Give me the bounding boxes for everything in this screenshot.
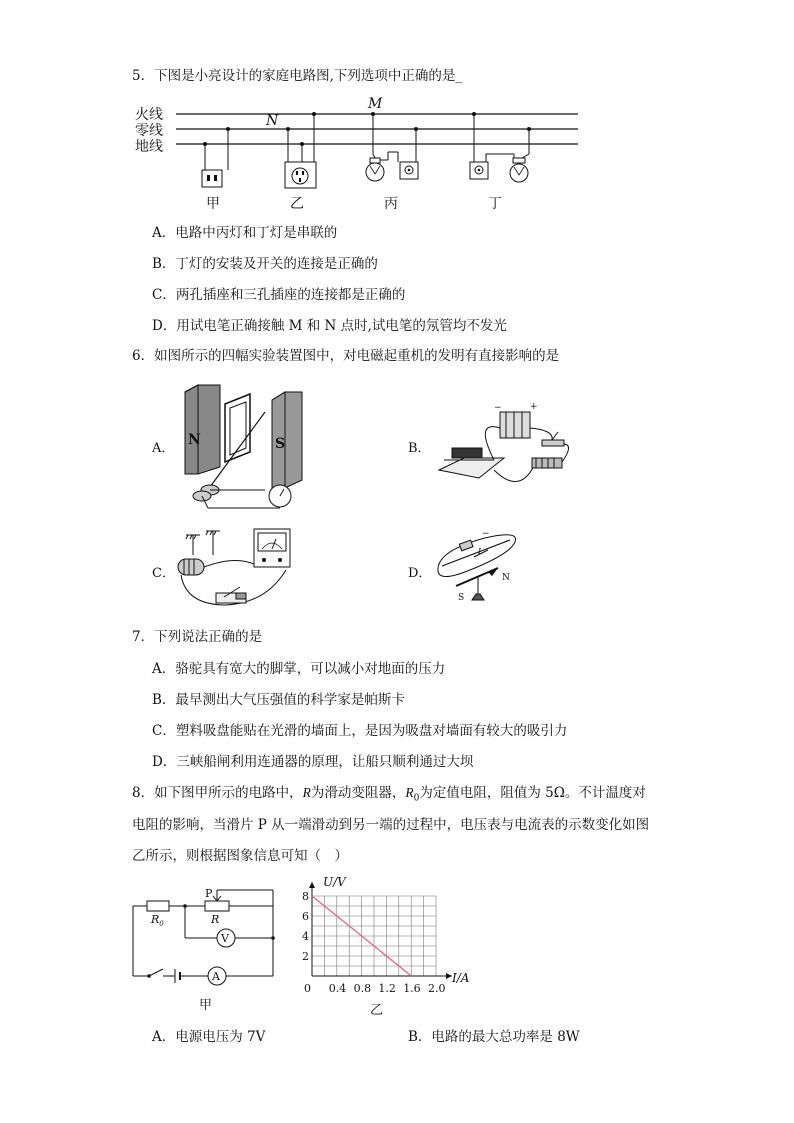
wire-label-ground: 地线 bbox=[135, 139, 163, 155]
q7-option-c: C．塑料吸盘能贴在光滑的墙面上，是因为吸盘对墙面有较大的吸引力 bbox=[152, 723, 568, 739]
q5-option-b: B．丁灯的安装及开关的连接是正确的 bbox=[152, 256, 378, 272]
chart-y-tick-label: 4 bbox=[302, 930, 309, 943]
q8-ui-chart bbox=[290, 868, 480, 1018]
switch-ding-icon bbox=[470, 112, 514, 179]
three-hole-socket-icon bbox=[285, 112, 316, 188]
lamp-bing-icon bbox=[366, 112, 398, 181]
svg-text:−: − bbox=[482, 529, 490, 539]
q8-option-a: A．电源电压为 7V bbox=[152, 1029, 266, 1045]
q6-figure-c-electromagnet bbox=[176, 525, 301, 615]
q5-stem: 5．下图是小亮设计的家庭电路图,下列选项中正确的是_ bbox=[132, 68, 463, 84]
slider-p-label: P bbox=[205, 887, 213, 900]
q8-circuit-figure bbox=[125, 882, 285, 1012]
magnet-n-pole-icon bbox=[185, 385, 220, 474]
svg-text:A: A bbox=[212, 970, 220, 983]
q5-option-c: C．两孔插座和三孔插座的连接都是正确的 bbox=[152, 287, 406, 303]
point-m-label: M bbox=[368, 96, 383, 112]
svg-text:I: I bbox=[478, 547, 482, 556]
q7-option-d: D．三峡船闸利用连通器的原理，让船只顺利通过大坝 bbox=[152, 754, 474, 770]
q8-option-b: B．电路的最大总功率是 8W bbox=[408, 1029, 580, 1045]
q6-label-b: B． bbox=[408, 441, 431, 456]
q6-figure-b-oersted bbox=[434, 400, 574, 490]
magnet-s-pole-icon bbox=[272, 392, 302, 488]
svg-text:+: + bbox=[530, 402, 538, 412]
two-hole-socket-icon bbox=[202, 127, 230, 187]
svg-text:−: − bbox=[494, 403, 502, 413]
chart-x-tick-label: 0.8 bbox=[353, 982, 372, 995]
q8-stem-line1: 8．如下图甲所示的电路中，R为滑动变阻器，$R_0$为定值电阻，阻值为 5Ω。不计温度对 bbox=[132, 785, 646, 804]
fig-label-yi: 乙 bbox=[290, 196, 304, 212]
q5-option-a: A．电路中丙灯和丁灯是串联的 bbox=[152, 225, 338, 241]
q7-option-b: B．最早测出大气压强值的科学家是帕斯卡 bbox=[152, 692, 405, 708]
q6-label-d: D． bbox=[408, 566, 432, 581]
q7-stem: 7．下列说法正确的是 bbox=[132, 629, 263, 645]
fig-label-jia: 甲 bbox=[206, 196, 220, 212]
fig-label-bing: 丙 bbox=[384, 196, 398, 212]
chart-x-tick-label: 0.4 bbox=[328, 982, 347, 995]
resistor-r0-label: $R_0$ bbox=[151, 913, 164, 928]
fig-label-jia: 甲 bbox=[199, 998, 213, 1013]
chart-y-axis-label: U/V bbox=[323, 875, 346, 889]
chart-y-tick-label: 6 bbox=[302, 910, 309, 923]
fig-label-ding: 丁 bbox=[488, 196, 502, 212]
svg-text:V: V bbox=[221, 932, 229, 945]
chart-y-tick-label: 8 bbox=[302, 890, 309, 903]
q7-option-a: A．骆驼具有宽大的脚掌，可以减小对地面的压力 bbox=[152, 661, 446, 677]
q6-figure-a-generator bbox=[180, 382, 310, 512]
svg-text:S: S bbox=[275, 436, 286, 452]
resistor-r0-icon bbox=[147, 901, 169, 911]
fig-label-yi: 乙 bbox=[370, 1003, 384, 1018]
q6-label-c: C． bbox=[152, 566, 175, 581]
svg-text:N: N bbox=[188, 432, 201, 448]
wire-label-neutral: 零线 bbox=[135, 123, 163, 139]
point-n-label: N bbox=[266, 113, 279, 129]
chart-x-tick-label: 1.6 bbox=[403, 982, 421, 995]
chart-x-tick-label: 0 bbox=[304, 982, 311, 995]
q5-circuit-figure bbox=[130, 92, 590, 217]
chart-x-tick-label: 2.0 bbox=[428, 982, 446, 995]
chart-y-tick-label: 2 bbox=[302, 950, 309, 963]
compass-n-label: N bbox=[502, 573, 510, 583]
q8-stem-line2: 电阻的影响，当滑片 P 从一端滑动到另一端的过程中，电压表与电流表的示数变化如图 bbox=[132, 817, 650, 833]
compass-s-label: S bbox=[458, 593, 465, 603]
wire-label-live: 火线 bbox=[135, 107, 163, 123]
q6-stem: 6．如图所示的四幅实验装置图中，对电磁起重机的发明有直接影响的是 bbox=[132, 348, 560, 364]
chart-x-axis-label: I/A bbox=[452, 971, 470, 985]
rheostat-r-label: R bbox=[211, 913, 220, 926]
q6-label-a: A． bbox=[152, 441, 175, 456]
rheostat-r-icon bbox=[205, 901, 229, 911]
q6-figure-d-compass bbox=[430, 528, 525, 608]
q5-option-d: D．用试电笔正确接触 M 和 N 点时,试电笔的氖管均不发光 bbox=[152, 318, 507, 334]
switch-bing-icon bbox=[400, 127, 418, 179]
chart-x-tick-label: 1.2 bbox=[378, 982, 396, 995]
q8-stem-line3: 乙所示，则根据图象信息可知（ ） bbox=[132, 848, 348, 864]
chart-y-axis-arrow bbox=[309, 882, 315, 888]
